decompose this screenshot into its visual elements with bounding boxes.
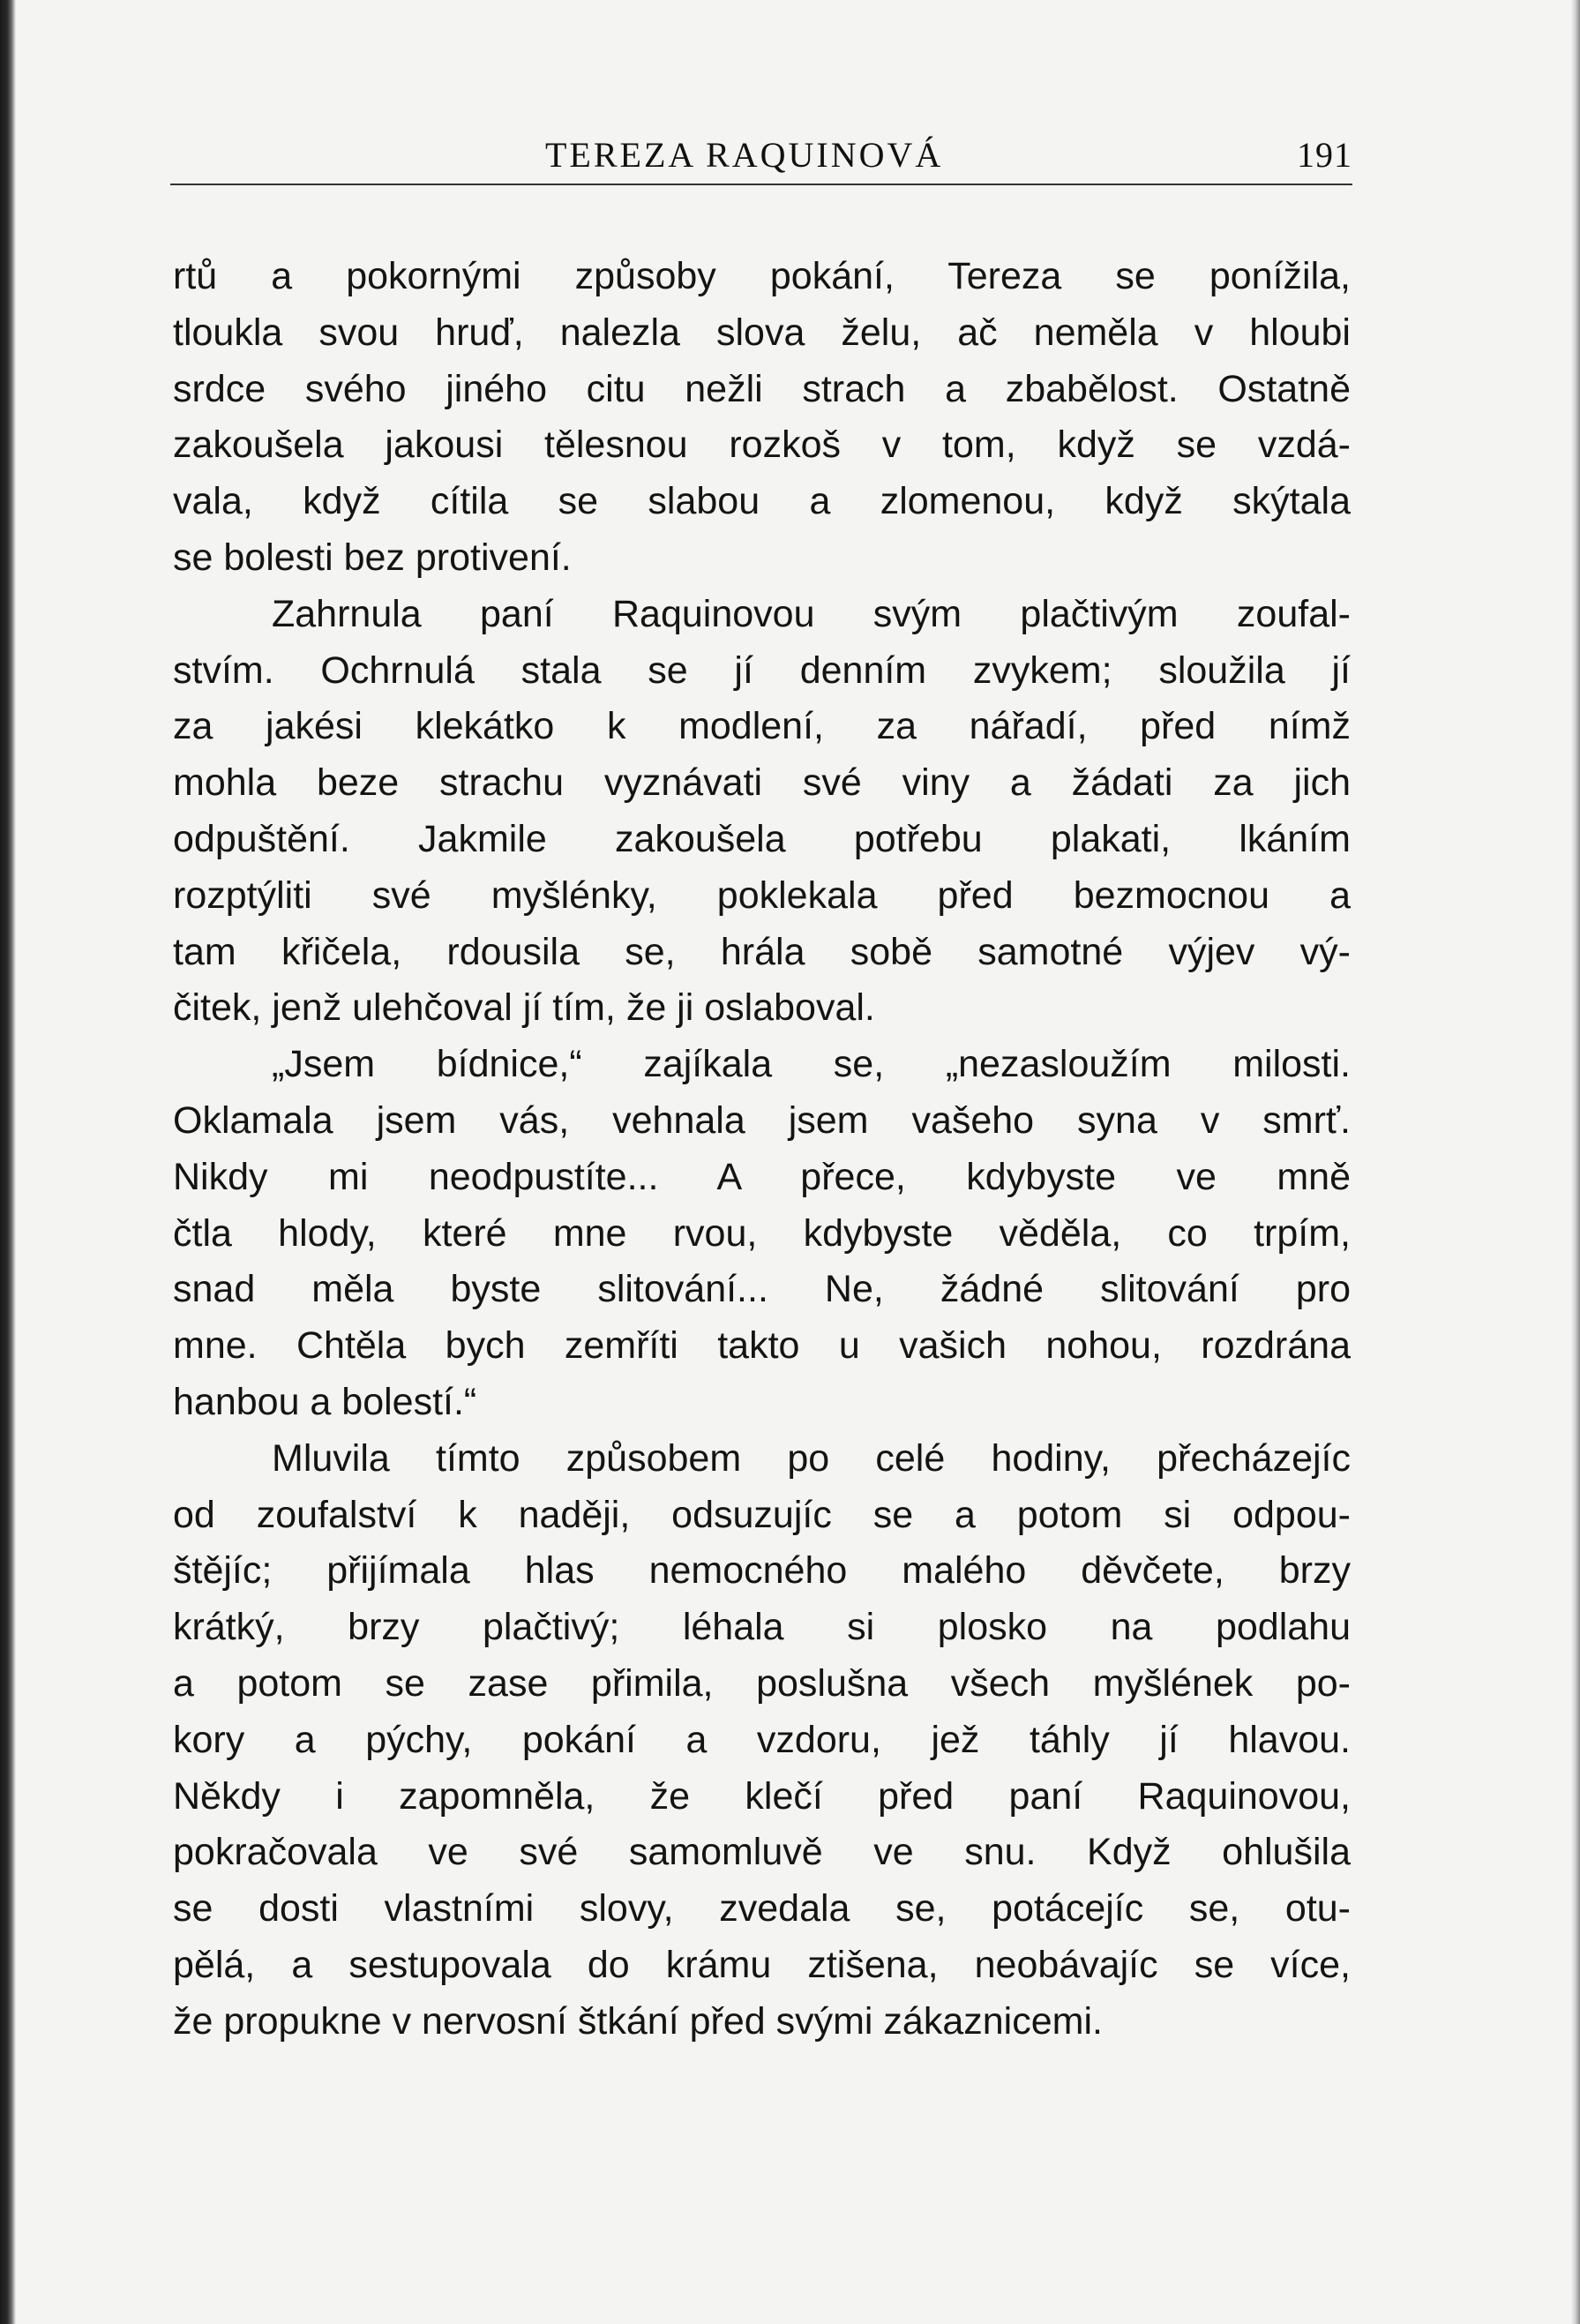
text-line: Mluvila tímto způsobem po celé hodiny, přecházejíc — [272, 1436, 1351, 1480]
text-line: „Jsem bídnice,“ zajíkala se, „nezasloužím milosti. — [272, 1043, 1351, 1086]
text-line: zakoušela jakousi tělesnou rozkoš v tom, když se vzdá- — [173, 424, 1351, 467]
text-line: stvím. Ochrnulá stala se jí denním zvykem; sloužila jí — [173, 648, 1351, 692]
text-line: že propukne v nervosní štkání před svými zákaznicemi. — [173, 1999, 1103, 2043]
text-line: srdce svého jiného citu nežli strach a zbabělost. Ostatně — [173, 367, 1351, 410]
text-line: Oklamala jsem vás, vehnala jsem vašeho syna v smrť. — [173, 1098, 1351, 1142]
text-line: štějíc; přijímala hlas nemocného malého děvčete, brzy — [173, 1549, 1351, 1593]
running-title: TEREZA RAQUINOVÁ — [545, 135, 944, 175]
text-line: Někdy i zapomněla, že klečí před paní Raquinovou, — [173, 1774, 1351, 1818]
running-header — [170, 132, 1352, 194]
paragraph — [173, 587, 1351, 1037]
text-line: tloukla svou hruď, nalezla slova želu, ač neměla v hloubi — [173, 311, 1351, 354]
text-line: hanbou a bolestí.“ — [173, 1380, 477, 1423]
text-line: vala, když cítila se slabou a zlomenou, když skýtala — [173, 480, 1351, 523]
text-line: snad měla byste slitování... Ne, žádné slitování pro — [173, 1268, 1351, 1311]
text-line: mne. Chtěla bych zemříti takto u vašich nohou, rozdrána — [173, 1324, 1351, 1368]
text-line: čtla hlody, které mne rvou, kdybyste věděla, co trpím, — [173, 1211, 1351, 1255]
text-line: rozptýliti své myšlénky, poklekala před bezmocnou a — [173, 873, 1351, 917]
scan-page-edge — [1571, 0, 1580, 2324]
paragraph — [173, 1037, 1351, 1431]
text-line: odpuštění. Jakmile zakoušela potřebu plakati, lkáním — [173, 817, 1351, 860]
text-line: se bolesti bez protivení. — [173, 536, 572, 579]
text-line: Nikdy mi neodpustíte... A přece, kdybyste ve mně — [173, 1155, 1351, 1198]
text-line: kory a pýchy, pokání a vzdoru, jež táhly jí hlavou. — [173, 1718, 1351, 1761]
page-number: 191 — [1297, 135, 1352, 175]
paragraph — [173, 249, 1351, 587]
text-line: a potom se zase přimila, poslušna všech myšlének po- — [173, 1661, 1351, 1705]
text-line: čitek, jenž ulehčoval jí tím, že ji oslaboval. — [173, 986, 875, 1030]
text-line: krátký, brzy plačtivý; léhala si plosko na podlahu — [173, 1606, 1351, 1649]
text-line: tam křičela, rdousila se, hrála sobě samotné výjev vý- — [173, 930, 1351, 973]
text-line: pělá, a sestupovala do krámu ztišena, neobávajíc se více, — [173, 1943, 1351, 1986]
text-line: od zoufalství k naději, odsuzujíc se a potom si odpou- — [173, 1493, 1351, 1536]
page-body-text — [173, 249, 1351, 2050]
header-rule — [170, 184, 1352, 185]
text-line: pokračovala ve své samomluvě ve snu. Když ohlušila — [173, 1831, 1351, 1874]
text-line: se dosti vlastními slovy, zvedala se, potácejíc se, otu- — [173, 1887, 1351, 1930]
text-line: Zahrnula paní Raquinovou svým plačtivým zoufal- — [272, 592, 1351, 635]
text-line: rtů a pokornými způsoby pokání, Tereza se ponížila, — [173, 255, 1351, 297]
text-line: mohla beze strachu vyznávati své viny a žádati za jich — [173, 761, 1351, 805]
text-line: za jakési klekátko k modlení, za nářadí, před nímž — [173, 705, 1351, 748]
book-page — [16, 0, 1571, 2324]
scan-binding-edge — [0, 0, 16, 2324]
paragraph — [173, 1431, 1351, 2050]
